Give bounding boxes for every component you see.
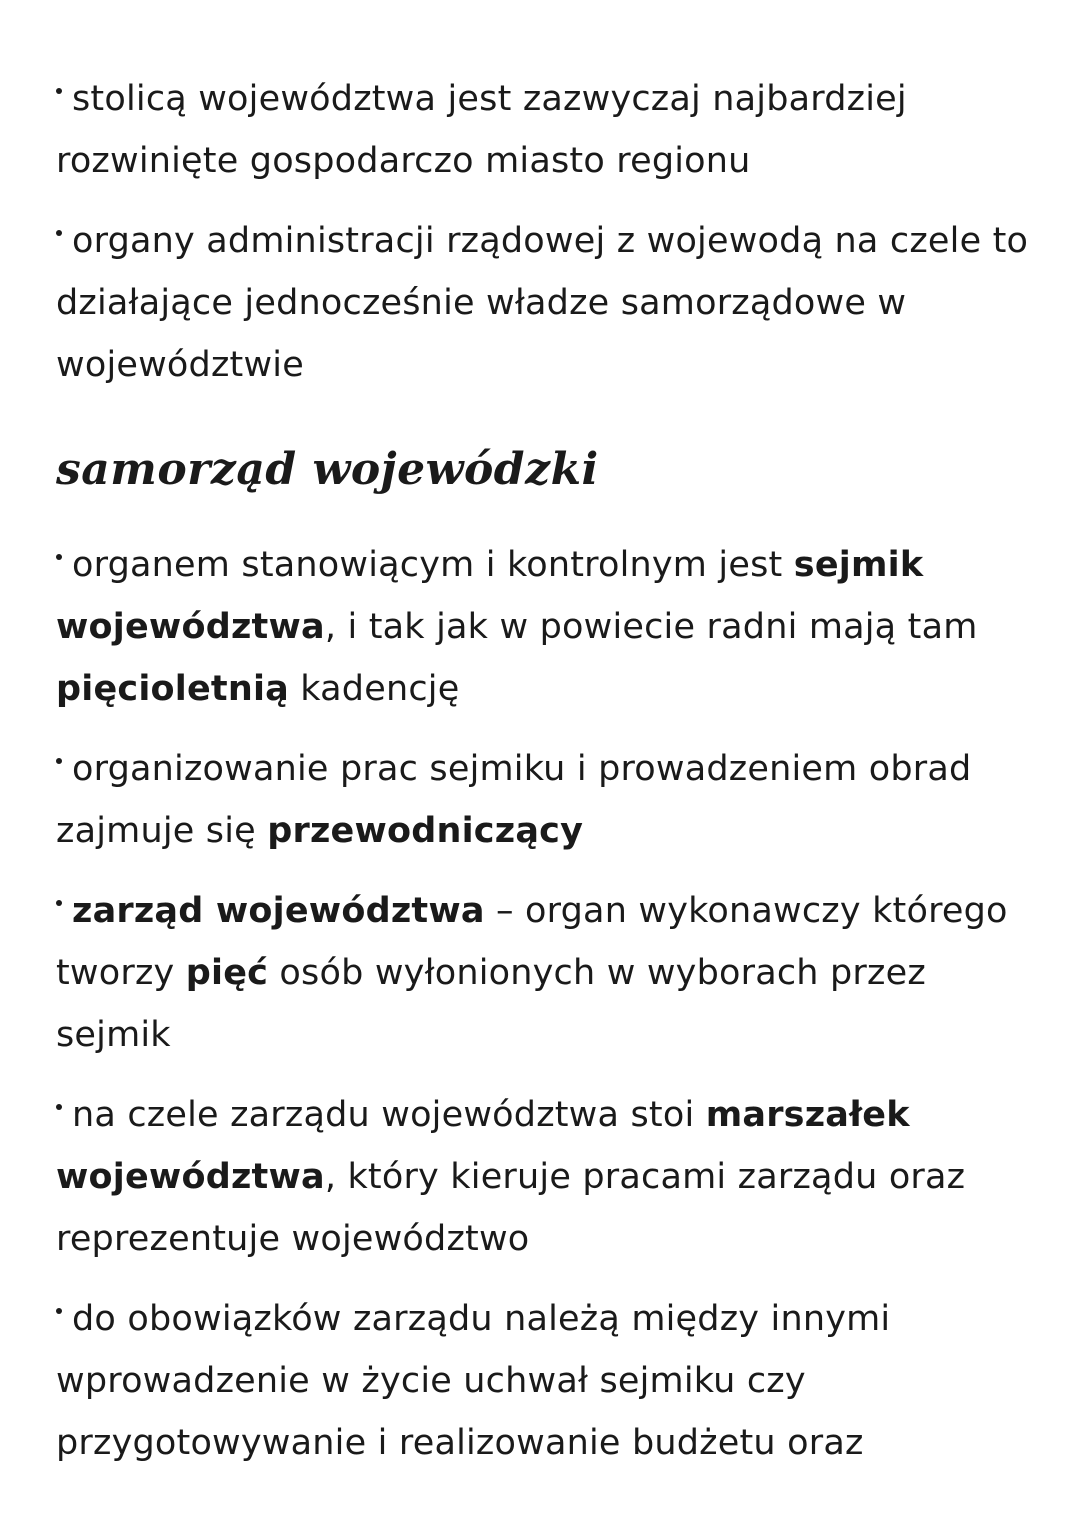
note-item — [56, 1084, 1040, 1270]
note-text: , i tak jak w powiecie radni mają tam — [324, 607, 978, 647]
note-bold-term: pięć — [185, 953, 269, 993]
bullet-dot — [56, 230, 62, 236]
note-item — [56, 210, 1040, 396]
note-text: stolicą województwa jest zazwyczaj najbardziej rozwinięte gospodarczo miasto regionu — [56, 79, 907, 181]
note-text: , który kieruje pracami zarządu oraz reprezentuje województwo — [56, 1157, 966, 1259]
note-bold-term: przewodniczący — [267, 811, 584, 851]
note-item — [56, 880, 1040, 1066]
bullet-dot — [56, 554, 62, 560]
note-text: organizowanie prac sejmiku i prowadzeniem obrad zajmuje się — [56, 749, 972, 851]
section-heading: samorząd wojewódzki — [56, 444, 599, 495]
note-text: na czele zarządu województwa stoi — [72, 1095, 706, 1135]
note-bold-term: sejmik województwa — [56, 545, 924, 647]
bullet-dot — [56, 1104, 62, 1110]
note-bold-term: pięcioletnią — [56, 669, 289, 709]
note-item — [56, 1288, 1040, 1474]
note-item — [56, 738, 1040, 862]
note-item — [56, 68, 1040, 192]
bullet-dot — [56, 758, 62, 764]
note-text: organy administracji rządowej z wojewodą na czele to działające jednocześnie władze samorządowe w województwie — [56, 221, 1029, 385]
note-item — [56, 534, 1040, 720]
note-text: do obowiązków zarządu należą między innymi wprowadzenie w życie uchwał sejmiku czy przygotowywanie i realizowanie budżetu oraz — [56, 1299, 891, 1463]
note-text: organem stanowiącym i kontrolnym jest — [72, 545, 794, 585]
note-text: – organ wykonawczy którego tworzy — [56, 891, 1008, 993]
note-bold-term: zarząd województwa — [72, 891, 485, 931]
bullet-dot — [56, 88, 62, 94]
bullet-dot — [56, 1308, 62, 1314]
note-text: osób wyłonionych w wyborach przez sejmik — [56, 953, 926, 1055]
note-bold-term: marszałek województwa — [56, 1095, 910, 1197]
bullet-dot — [56, 900, 62, 906]
note-text: kadencję — [288, 669, 460, 709]
